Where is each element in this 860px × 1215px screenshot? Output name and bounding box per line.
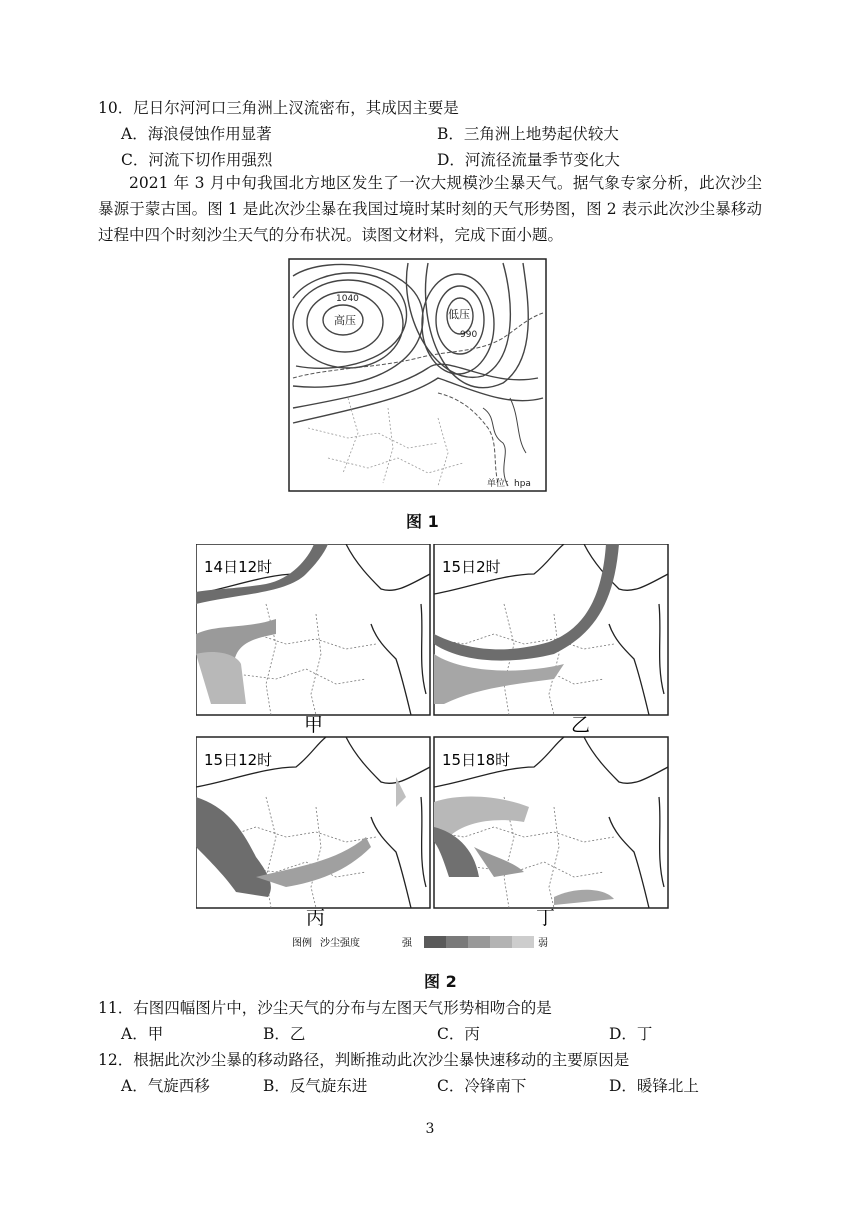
page-number: 3 xyxy=(425,1121,435,1137)
high-isobar-value: 1040 xyxy=(336,294,359,304)
q12-option-c: C．冷锋南下 xyxy=(437,1077,527,1095)
dust-panel-yi xyxy=(434,544,668,715)
legend-name: 沙尘强度 xyxy=(320,938,360,949)
q10-option-c: C．河流下切作用强烈 xyxy=(121,151,273,169)
q10-option-a: A．海浪侵蚀作用显著 xyxy=(121,125,272,143)
dust-intensity-legend xyxy=(292,936,548,949)
low-isobar-value: 990 xyxy=(460,330,478,340)
dust-panel-bing xyxy=(196,737,430,908)
panel-jia-time: 14日12时 xyxy=(204,558,273,576)
q12-stem: 12．根据此次沙尘暴的移动路径，判断推动此次沙尘暴快速移动的主要原因是 xyxy=(98,1051,630,1069)
q11-option-c: C．丙 xyxy=(437,1025,480,1043)
q10-stem: 10．尼日尔河河口三角洲上汊流密布，其成因主要是 xyxy=(98,99,459,117)
figure2-caption: 图 2 xyxy=(424,972,457,991)
dust-panel-ding xyxy=(434,737,668,908)
intro-paragraph: 2021 年 3 月中旬我国北方地区发生了一次大规模沙尘暴天气。据气象专家分析，此次沙尘暴源于蒙古国。图 1 是此次沙尘暴在我国过境时某时刻的天气形势图，图 2 表示此次沙尘暴移动过程中四个时刻沙尘天气的分布状况。读图文材料，完成下面小题。 xyxy=(98,174,762,244)
legend-title: 图例 xyxy=(292,938,312,949)
panel-ding-time: 15日18时 xyxy=(442,751,511,769)
q11-stem: 11．右图四幅图片中，沙尘天气的分布与左图天气形势相吻合的是 xyxy=(98,999,552,1017)
q11-option-b: B．乙 xyxy=(263,1025,306,1043)
figure1-caption: 图 1 xyxy=(406,512,439,531)
figure1-weather-map xyxy=(288,258,547,492)
panel-ding-label: 丁 xyxy=(536,907,556,929)
panel-jia-label: 甲 xyxy=(304,714,324,736)
panel-bing-label: 丙 xyxy=(306,907,326,929)
q11-option-a: A．甲 xyxy=(121,1025,164,1043)
low-pressure-label: 低压 xyxy=(448,308,470,321)
unit-label: 单位：hpa xyxy=(487,479,531,489)
high-pressure-label: 高压 xyxy=(334,314,356,327)
q10-option-d: D．河流径流量季节变化大 xyxy=(437,151,620,169)
q11-option-d: D．丁 xyxy=(609,1025,653,1043)
legend-strong: 强 xyxy=(402,938,412,949)
dust-panel-jia xyxy=(196,544,430,715)
panel-yi-label: 乙 xyxy=(571,714,591,736)
legend-weak: 弱 xyxy=(538,938,548,949)
q12-option-b: B．反气旋东进 xyxy=(263,1077,368,1095)
figure2-dust-maps xyxy=(196,544,670,956)
q12-option-a: A．气旋西移 xyxy=(121,1077,210,1095)
panel-yi-time: 15日2时 xyxy=(442,558,501,576)
panel-bing-time: 15日12时 xyxy=(204,751,273,769)
q10-option-b: B．三角洲上地势起伏较大 xyxy=(437,125,619,143)
q12-option-d: D．暖锋北上 xyxy=(609,1077,699,1095)
